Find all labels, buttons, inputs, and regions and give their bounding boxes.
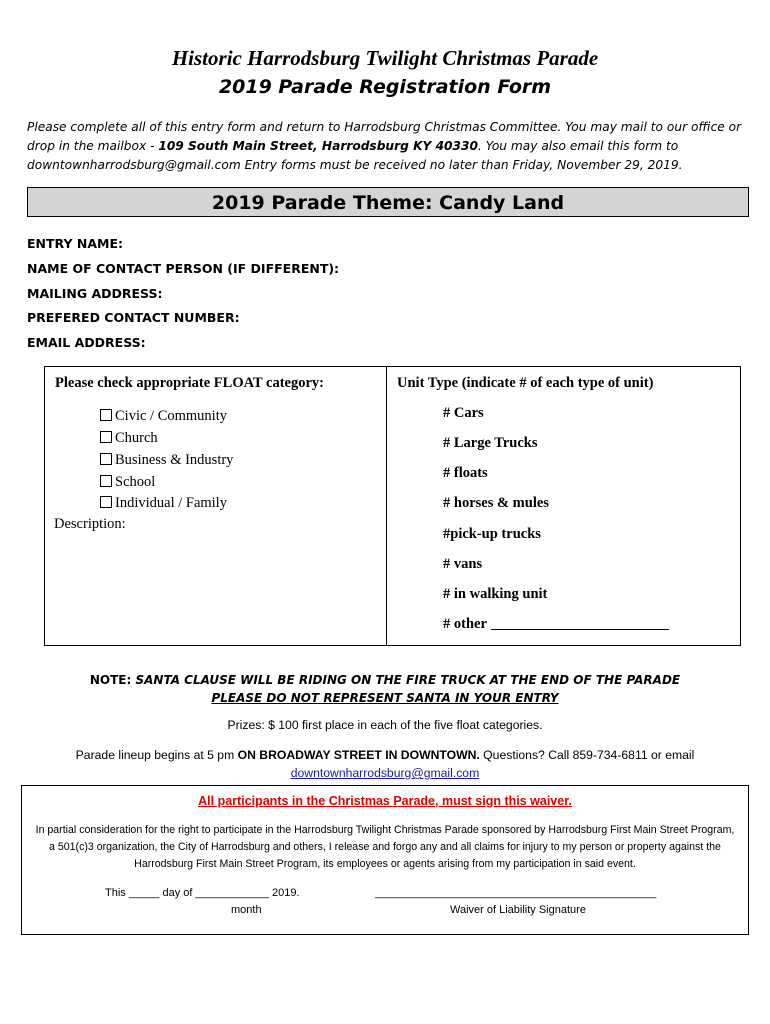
category-label: School [115,474,156,490]
unit-type-heading: Unit Type (indicate # of each type of unit) [397,375,654,391]
description-label[interactable]: Description: [54,516,126,532]
unit-cars[interactable]: # Cars [443,405,484,421]
float-category-heading: Please check appropriate FLOAT category: [55,375,325,391]
waiver-heading: All participants in the Christmas Parade, must sign this waiver. [198,794,572,808]
checkbox-icon[interactable] [100,453,112,465]
category-option-civic[interactable] [100,408,227,425]
waiver-signature-line[interactable]: ______________________________________________ [375,887,657,899]
category-label: Individual / Family [115,495,227,511]
unit-horses-mules[interactable]: # horses & mules [443,495,549,511]
waiver-date-line[interactable]: This _____ day of ____________ 2019. [105,887,300,899]
category-option-business[interactable] [100,452,233,469]
checkbox-icon[interactable] [100,475,112,487]
field-email-address[interactable]: EMAIL ADDRESS: [27,335,146,350]
category-option-church[interactable] [100,430,158,447]
lineup-text-2: Questions? Call 859-734-6811 or email [479,748,695,762]
note-line-2: PLEASE DO NOT REPRESENT SANTA IN YOUR ENTRY [211,691,559,705]
category-unit-table [44,366,741,646]
intro-text-2: . You may also email this form to downtownharrodsburg@gmail.com Entry forms must be received no later than Friday, November 29, 2019. [27,139,683,172]
unit-vans[interactable]: # vans [443,556,483,572]
lineup-location: ON BROADWAY STREET IN DOWNTOWN. [237,748,480,762]
lineup-info [0,746,770,782]
intro-paragraph [27,118,752,175]
unit-pickup-trucks[interactable]: #pick-up trucks [443,526,541,542]
prizes-text: Prizes: $ 100 first place in each of the five float categories. [227,718,543,732]
field-contact-number[interactable]: PREFERED CONTACT NUMBER: [27,310,240,325]
field-mailing-address[interactable]: MAILING ADDRESS: [27,286,163,301]
category-option-school[interactable] [100,474,155,491]
checkbox-icon[interactable] [100,409,112,421]
note-line-1: SANTA CLAUSE WILL BE RIDING ON THE FIRE TRUCK AT THE END OF THE PARADE [135,673,681,687]
unit-walking[interactable]: # in walking unit [443,586,548,602]
waiver-signature-label: Waiver of Liability Signature [450,904,586,916]
unit-large-trucks[interactable]: # Large Trucks [443,435,538,451]
form-title: Historic Harrodsburg Twilight Christmas Parade [171,46,599,70]
note-prefix: NOTE: [89,673,136,687]
category-label: Business & Industry [115,452,234,468]
category-option-individual[interactable] [100,495,227,512]
waiver-month-label: month [231,904,262,916]
unit-other[interactable] [443,616,669,633]
intro-address: 109 South Main Street, Harrodsburg KY 40330 [158,139,478,153]
checkbox-icon[interactable] [100,431,112,443]
field-contact-person[interactable]: NAME OF CONTACT PERSON (IF DIFFERENT): [27,261,340,276]
table-divider [386,367,387,645]
santa-note [0,671,770,707]
theme-banner: 2019 Parade Theme: Candy Land [27,187,749,217]
unit-other-label: # other [443,616,487,632]
checkbox-icon[interactable] [100,496,112,508]
waiver-text: In partial consideration for the right to participate in the Harrodsburg Twilight Christmas Parade sponsored by Harrodsburg First Main Street Program, a 501(c)3 organization, the City of Harrodsburg and others, I release and forgo any and all claims for injury to my person or property against the Harrodsburg First Main Street Program, its employees or agents arising from my participation in said event. [35,824,735,870]
unit-floats[interactable]: # floats [443,465,488,481]
category-label: Civic / Community [115,408,227,424]
contact-email-link[interactable]: downtownharrodsburg@gmail.com [290,766,480,780]
unit-other-blank[interactable] [491,616,669,630]
form-subtitle: 2019 Parade Registration Form [218,76,552,98]
field-entry-name[interactable]: ENTRY NAME: [27,236,123,251]
waiver-box [21,785,749,935]
lineup-text-1: Parade lineup begins at 5 pm [75,748,238,762]
intro-text-1: Please complete all of this entry form and return to Harrodsburg Christmas Committee. You may mail to our office or drop in the mailbox - [27,120,742,153]
category-label: Church [115,430,158,446]
